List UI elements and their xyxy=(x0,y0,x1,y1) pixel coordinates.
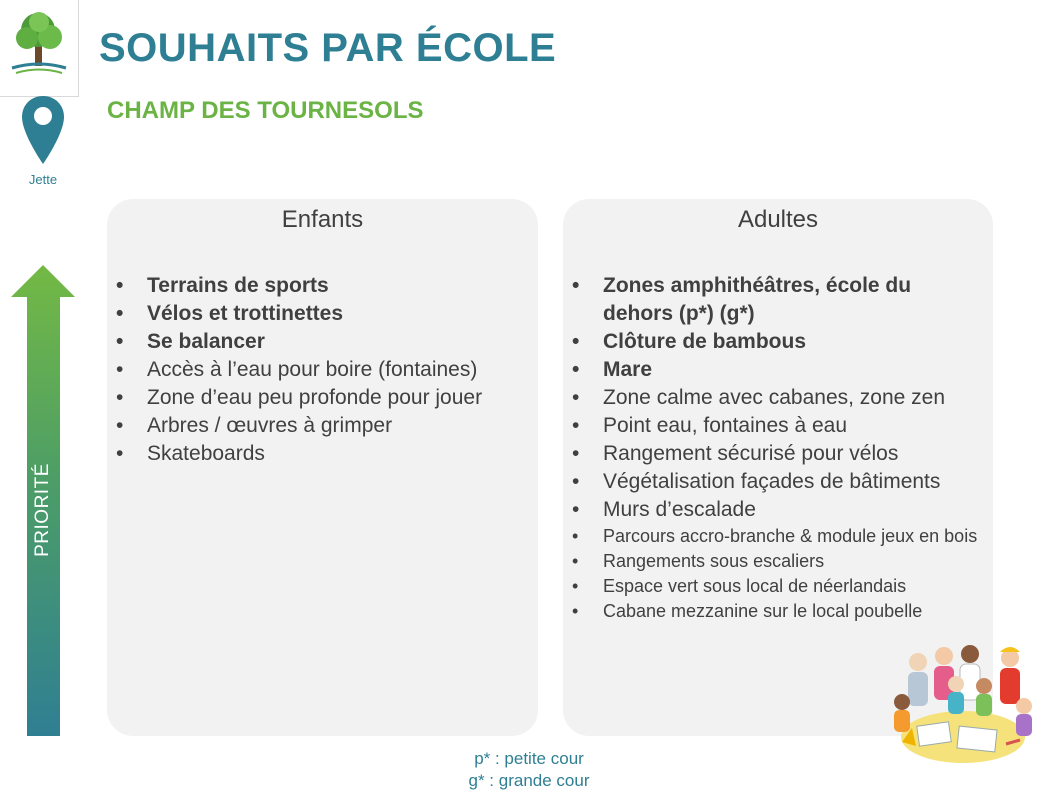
list-item: • Espace vert sous local de néerlandais xyxy=(563,574,993,599)
list-item: • Clôture de bambous xyxy=(563,328,993,356)
page-title: SOUHAITS PAR ÉCOLE xyxy=(99,26,557,70)
location-pin-icon xyxy=(22,96,64,166)
tree-icon xyxy=(8,8,70,76)
list-item: • Arbres / œuvres à grimper xyxy=(107,412,538,440)
list-item: • Skateboards xyxy=(107,440,538,468)
panel-enfants xyxy=(107,199,538,736)
list-item: • Végétalisation façades de bâtiments xyxy=(563,468,993,496)
list-item: • Murs d’escalade xyxy=(563,496,993,524)
list-item: • Rangement sécurisé pour vélos xyxy=(563,440,993,468)
priority-label: PRIORITÉ xyxy=(32,463,53,557)
location-label: Jette xyxy=(28,172,58,187)
list-item: • Cabane mezzanine sur le local poubelle xyxy=(563,599,993,624)
panel-enfants-heading: Enfants xyxy=(281,206,364,233)
footnote-petite-cour: p* : petite cour xyxy=(474,749,584,768)
footnote-grande-cour: g* : grande cour xyxy=(468,771,590,790)
list-item: • Mare xyxy=(563,356,993,384)
list-item: • Parcours accro-branche & module jeux en bois xyxy=(563,524,993,549)
page-subtitle: CHAMP DES TOURNESOLS xyxy=(107,97,424,124)
list-item: • Vélos et trottinettes xyxy=(107,300,538,328)
list-item: • Rangements sous escaliers xyxy=(563,549,993,574)
logo-box xyxy=(0,0,79,97)
list-item: • Se balancer xyxy=(107,328,538,356)
list-item: • Zone d’eau peu profonde pour jouer xyxy=(107,384,538,412)
panel-adultes-heading: Adultes xyxy=(737,206,819,233)
list-item: • Zones amphithéâtres, école du dehors (p*) (g*) xyxy=(563,272,993,328)
adultes-list xyxy=(563,272,993,624)
list-item: • Zone calme avec cabanes, zone zen xyxy=(563,384,993,412)
list-item: • Point eau, fontaines à eau xyxy=(563,412,993,440)
list-item: • Accès à l’eau pour boire (fontaines) xyxy=(107,356,538,384)
enfants-list xyxy=(107,272,538,468)
list-item: • Terrains de sports xyxy=(107,272,538,300)
